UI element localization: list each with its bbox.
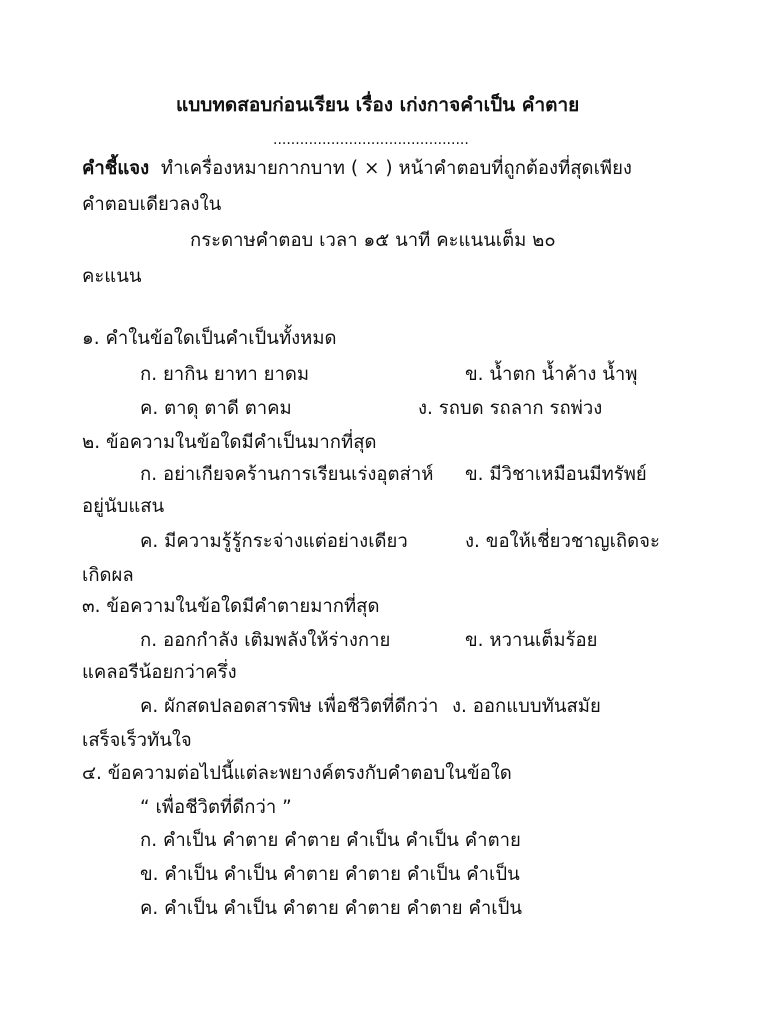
page-title: แบบทดสอบก่อนเรียน เรื่อง เก่งกาจคำเป็น คำตาย: [176, 94, 580, 116]
instructions-line-2: คำตอบเดียวลงใน: [82, 194, 222, 215]
question-3-choice-b-continued: แคลอรีน้อยกว่าครึ่ง: [82, 662, 237, 683]
instructions-line-4: คะแนน: [82, 266, 142, 287]
question-1-choice-a[interactable]: ก. ยากิน ยาทา ยาดม: [140, 364, 310, 385]
question-4-stem: ๔. ข้อความต่อไปนี้แต่ละพยางค์ตรงกับคำตอบในข้อใด: [82, 763, 512, 784]
question-4-choice-a[interactable]: ก. คำเป็น คำตาย คำตาย คำเป็น คำเป็น คำตาย: [140, 830, 521, 851]
question-2-stem: ๒. ข้อความในข้อใดมีคำเป็นมากที่สุด: [82, 432, 377, 453]
instructions-line-3: กระดาษคำตอบ เวลา ๑๕ นาที คะแนนเต็ม ๒๐: [190, 230, 556, 251]
question-2-choice-c[interactable]: ค. มีความรู้รู้กระจ่างแต่อย่างเดียว: [140, 531, 408, 552]
question-4-quote: “ เพื่อชีวิตที่ดีกว่า ”: [140, 797, 292, 818]
question-4-choice-b[interactable]: ข. คำเป็น คำเป็น คำตาย คำตาย คำเป็น คำเป็น: [140, 864, 520, 885]
question-2-choice-d-continued: เกิดผล: [82, 565, 134, 586]
instructions-line-1: [82, 160, 632, 179]
question-3-stem: ๓. ข้อความในข้อใดมีคำตายมากที่สุด: [82, 596, 380, 617]
question-2-choice-a[interactable]: ก. อย่าเกียจคร้านการเรียนเร่งอุตส่าห์: [140, 464, 434, 485]
question-1-choice-b[interactable]: ข. น้ำตก น้ำค้าง น้ำพุ: [465, 364, 638, 385]
title-underline-dots: ............................................: [273, 132, 469, 148]
question-2-choice-b[interactable]: ข. มีวิชาเหมือนมีทรัพย์: [465, 464, 647, 485]
question-3-choice-a[interactable]: ก. ออกกำลัง เติมพลังให้ร่างกาย: [140, 630, 391, 651]
question-1-choice-d[interactable]: ง. รถบด รถลาก รถพ่วง: [418, 398, 603, 419]
question-1-choice-c[interactable]: ค. ตาดุ ตาดี ตาคม: [140, 398, 292, 419]
instructions-text-1: ทำเครื่องหมายกากบาท ( × ) หน้าคำตอบที่ถูกต้องที่สุดเพียง: [160, 158, 632, 179]
question-3-choice-d-continued: เสร็จเร็วทันใจ: [82, 730, 192, 751]
question-4-choice-c[interactable]: ค. คำเป็น คำเป็น คำตาย คำตาย คำตาย คำเป็น: [140, 898, 522, 919]
question-3-choice-c[interactable]: ค. ผักสดปลอดสารพิษ เพื่อชีวิตที่ดีกว่า: [140, 696, 439, 717]
question-1-stem: ๑. คำในข้อใดเป็นคำเป็นทั้งหมด: [82, 328, 337, 349]
question-3-choice-d[interactable]: ง. ออกแบบทันสมัย: [452, 696, 601, 717]
question-2-choice-b-continued: อยู่นับแสน: [82, 496, 165, 517]
instructions-label: คำชี้แจง: [82, 158, 150, 179]
question-2-choice-d[interactable]: ง. ขอให้เชี่ยวชาญเถิดจะ: [465, 531, 660, 552]
question-3-choice-b[interactable]: ข. หวานเต็มร้อย: [465, 630, 598, 651]
